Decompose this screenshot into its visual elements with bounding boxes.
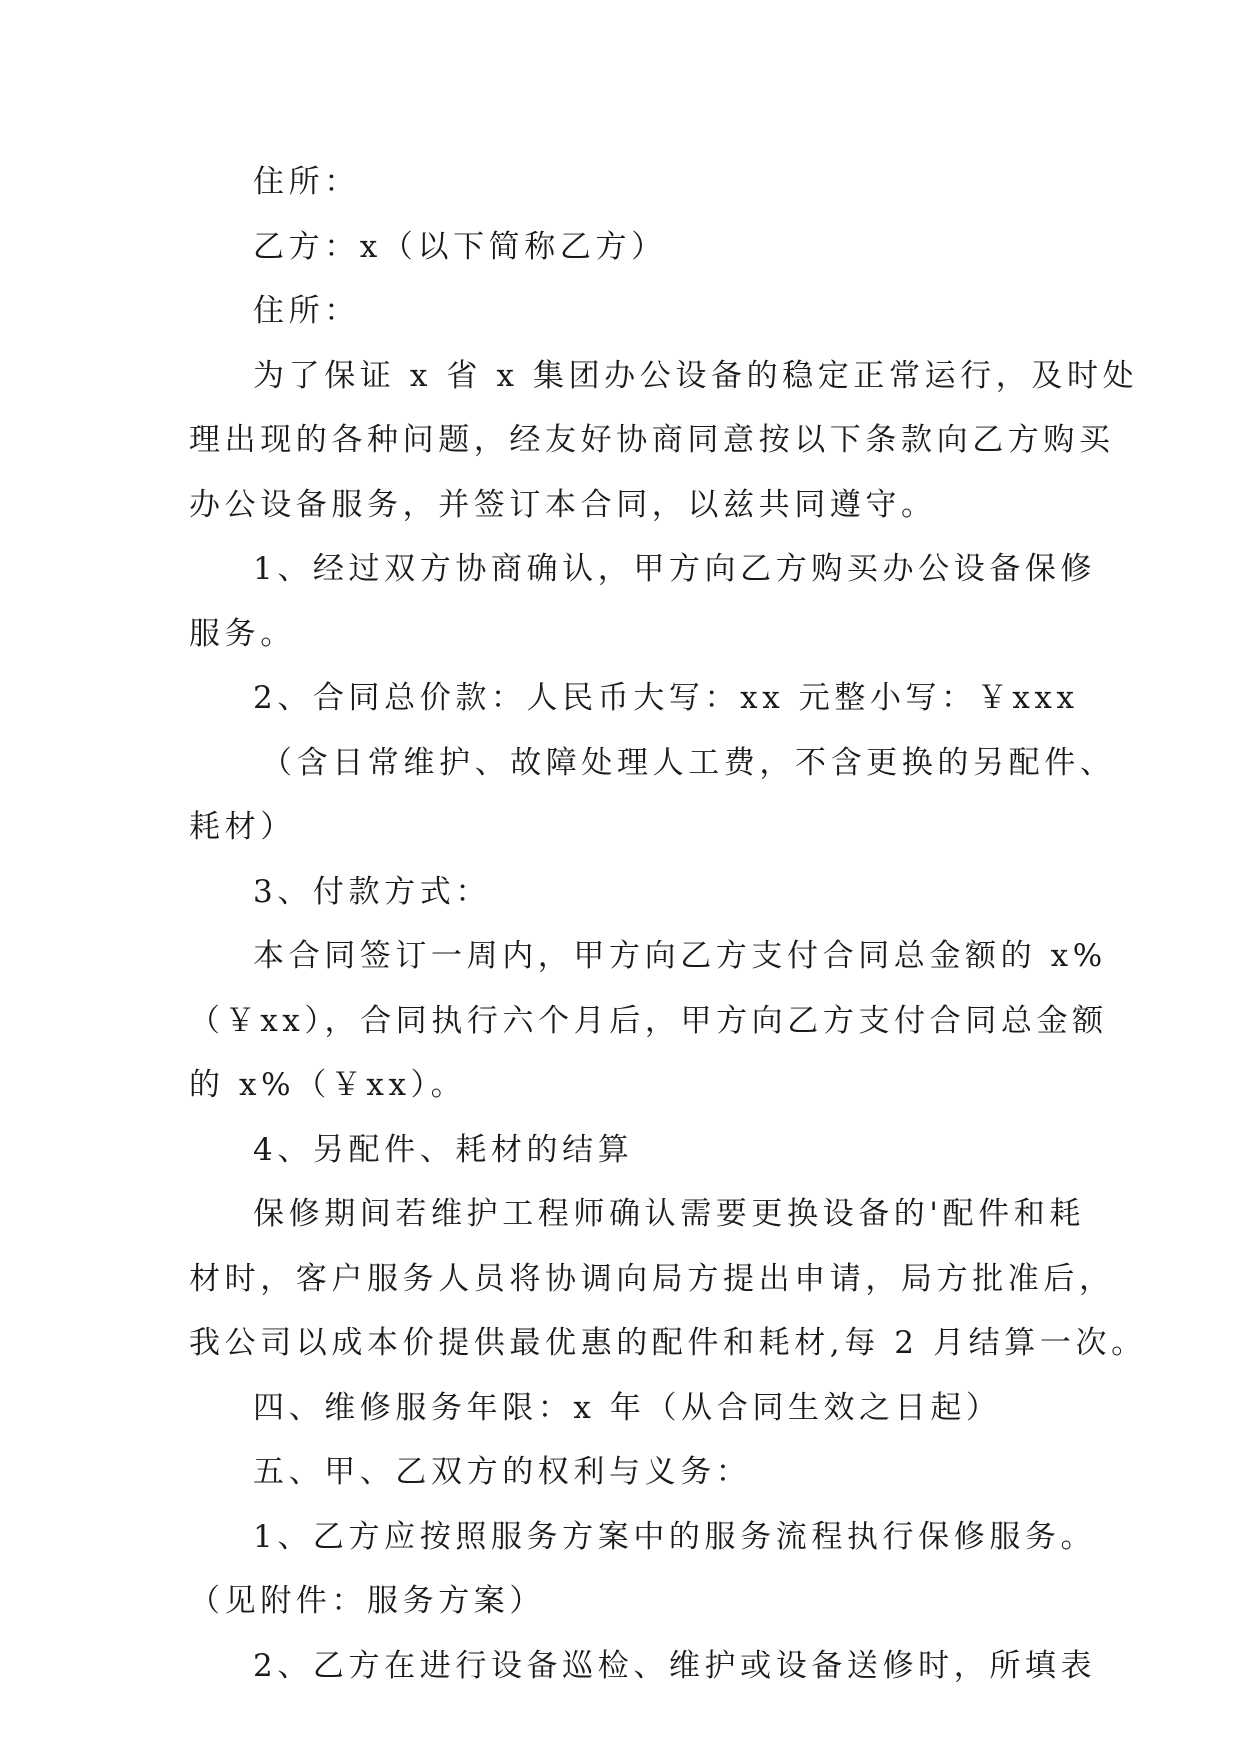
clause-1-line-1: 1、经过双方协商确认，甲方向乙方购买办公设备保修 bbox=[253, 551, 1097, 587]
clause-3-heading: 3、付款方式： bbox=[253, 873, 491, 910]
clause-3-line-1: 本合同签订一周内，甲方向乙方支付合同总金额的 x% bbox=[253, 938, 1107, 974]
clause-4-line-3: 我公司以成本价提供最优惠的配件和耗材,每 2 月结算一次。 bbox=[189, 1325, 1147, 1361]
address-line-2: 住所： bbox=[253, 293, 360, 329]
clause-4-line-1: 保修期间若维护工程师确认需要更换设备的'配件和耗 bbox=[253, 1196, 1085, 1232]
clause-3-line-3: 的 x%（￥xx）。 bbox=[189, 1067, 467, 1103]
section-4-heading: 四、维修服务年限：x 年（从合同生效之日起） bbox=[253, 1389, 1002, 1426]
preamble-line-3: 办公设备服务，并签订本合同，以兹共同遵守。 bbox=[189, 486, 937, 523]
clause-4-line-2: 材时，客户服务人员将协调向局方提出申请，局方批准后， bbox=[189, 1260, 1115, 1297]
clause-2-line-2: （含日常维护、故障处理人工费，不含更换的另配件、 bbox=[261, 744, 1116, 781]
section-5-heading: 五、甲、乙双方的权利与义务： bbox=[253, 1454, 752, 1490]
party-b-line: 乙方：x（以下简称乙方） bbox=[253, 228, 667, 265]
document-body bbox=[189, 150, 1147, 1698]
clause-2-line-1: 2、合同总价款：人民币大写：xx 元整小写：￥xxx bbox=[253, 680, 1079, 716]
clause-2-line-3: 耗材） bbox=[189, 809, 296, 845]
section-5-item-1-line-1: 1、乙方应按照服务方案中的服务流程执行保修服务。 bbox=[253, 1518, 1097, 1555]
clause-3-line-2: （￥xx），合同执行六个月后，甲方向乙方支付合同总金额 bbox=[189, 1002, 1108, 1039]
section-5-item-1-line-2: （见附件：服务方案） bbox=[189, 1583, 545, 1619]
clause-1-line-2: 服务。 bbox=[189, 615, 296, 652]
address-line-1: 住所： bbox=[253, 164, 360, 200]
preamble-line-2: 理出现的各种问题，经友好协商同意按以下条款向乙方购买 bbox=[189, 422, 1115, 458]
section-5-item-2-line-1: 2、乙方在进行设备巡检、维护或设备送修时，所填表 bbox=[253, 1647, 1097, 1684]
clause-4-heading: 4、另配件、耗材的结算 bbox=[253, 1131, 634, 1168]
preamble-line-1: 为了保证 x 省 x 集团办公设备的稳定正常运行，及时处 bbox=[253, 357, 1139, 394]
